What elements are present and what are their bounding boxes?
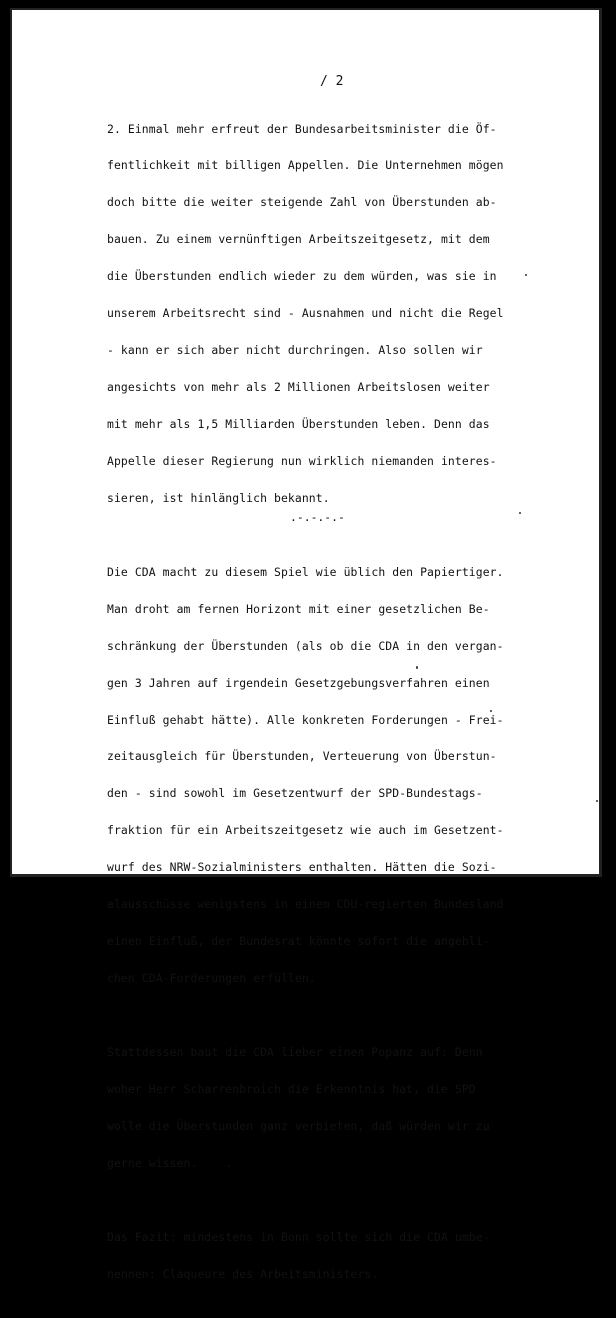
scan-speck — [416, 666, 418, 669]
text-line: zeitausgleich für Überstunden, Verteuerung von Überstun- — [107, 749, 497, 764]
text-line: Das Fazit: mindestens in Bonn sollte sich die CDA umbe- — [107, 1230, 490, 1245]
text-line: die Überstunden endlich wieder zu dem würden, was sie in — [107, 269, 497, 284]
text-line: Appelle dieser Regierung nun wirklich niemanden interes- — [107, 453, 497, 468]
scan-speck — [525, 274, 527, 276]
text-line: doch bitte die weiter steigende Zahl von Überstunden ab- — [107, 195, 497, 210]
text-line: Man droht am fernen Horizont mit einer gesetzlichen Be- — [107, 601, 490, 616]
text-line: wolle die Überstunden ganz verbieten, daß würden wir zu — [107, 1119, 490, 1134]
text-line: unserem Arbeitsrecht sind - Ausnahmen und nicht die Regel — [107, 306, 504, 321]
scan-speck — [596, 800, 598, 802]
text-line: angesichts von mehr als 2 Millionen Arbeitslosen weiter — [107, 379, 490, 394]
text-line: woher Herr Scharrenbroich die Erkenntnis hat, die SPD — [107, 1082, 476, 1097]
paragraph-3 — [107, 1022, 547, 1194]
text-line: - kann er sich aber nicht durchringen. Also sollen wir — [107, 342, 483, 357]
text-line: nennen: Claqueure des Arbeitsministers. — [107, 1267, 379, 1282]
text-line: bauen. Zu einem vernünftigen Arbeitszeitgesetz, mit dem — [107, 232, 490, 247]
text-line: einen Einfluß, der Bundesrat könnte sofort die angebli- — [107, 933, 490, 948]
text-line: alausschüsse wenigstens in einem CDU-regierten Bundesland — [107, 897, 504, 911]
paragraph-1 — [107, 98, 547, 528]
text-line: schränkung der Überstunden (als ob die CDA in den vergan- — [107, 638, 504, 653]
text-line: sieren, ist hinlänglich bekannt. — [107, 490, 330, 505]
text-line: gen 3 Jahren auf irgendein Gesetzgebungsverfahren einen — [107, 675, 490, 690]
document-page — [10, 8, 602, 1282]
text-line: chen CDA-Forderungen erfüllen. — [107, 970, 316, 985]
text-line: den - sind sowohl im Gesetzentwurf der SPD-Bundestags- — [107, 786, 483, 801]
text-line: Die CDA macht zu diesem Spiel wie üblich den Papiertiger. — [107, 564, 504, 579]
document-body — [107, 98, 547, 1318]
page-number: / 2 — [320, 74, 344, 89]
paragraph-2 — [107, 541, 547, 1008]
text-line: wurf des NRW-Sozialministers enthalten. Hätten die Sozi- — [107, 860, 497, 875]
text-line: fraktion für ein Arbeitszeitgesetz wie auch im Gesetzent- — [107, 823, 504, 838]
scan-speck — [490, 710, 492, 712]
text-line: fentlichkeit mit billigen Appellen. Die Unternehmen mögen — [107, 158, 504, 173]
text-line: Einfluß gehabt hätte). Alle konkreten Forderungen - Frei- — [107, 712, 504, 727]
text-line: Stattdessen baut die CDA lieber einen Popanz auf: Denn — [107, 1045, 483, 1060]
scan-speck — [519, 512, 521, 514]
text-line: gerne wissen. . — [107, 1155, 233, 1170]
section-separator: .-.-.-.- — [290, 510, 345, 524]
text-line: 2. Einmal mehr erfreut der Bundesarbeitsminister die Öf- — [107, 121, 497, 136]
text-line: mit mehr als 1,5 Milliarden Überstunden leben. Denn das — [107, 416, 490, 431]
paragraph-4 — [107, 1207, 547, 1305]
